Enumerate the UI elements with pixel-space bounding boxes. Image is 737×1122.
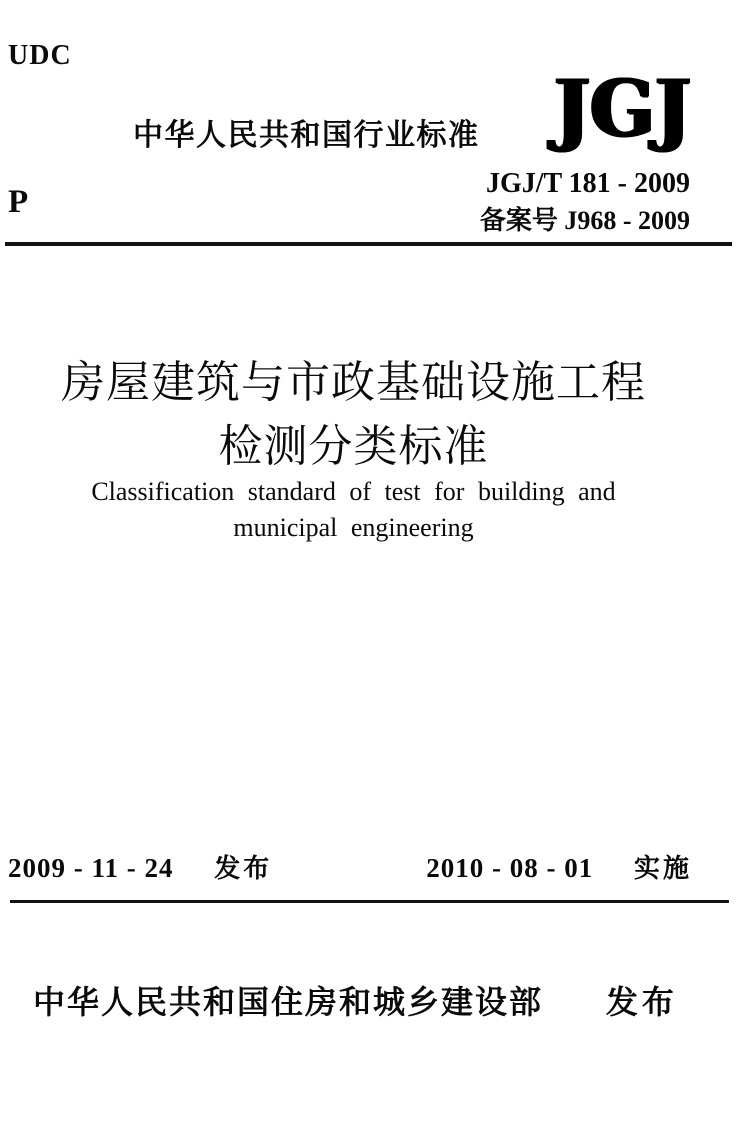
footer-rule — [10, 900, 729, 903]
publish-label: 发布 — [605, 984, 678, 1020]
implement-date-row — [426, 848, 692, 885]
standard-number: JGJ/T 181 - 2009 — [485, 168, 690, 199]
record-number: 备案号 J968 - 2009 — [479, 206, 690, 235]
issue-date: 2009 - 11 - 24 — [8, 853, 174, 883]
implement-date: 2010 - 08 - 01 — [426, 853, 594, 883]
p-classification-label: P — [8, 184, 29, 220]
publisher-name: 中华人民共和国住房和城乡建设部 — [33, 984, 544, 1020]
publisher-row — [33, 977, 678, 1023]
title-cn-line1: 房屋建筑与市政基础设施工程 — [61, 358, 646, 407]
title-en-line2: municipal engineering — [233, 513, 474, 542]
jgj-logo: JGJ — [554, 63, 691, 154]
issue-date-row — [8, 848, 272, 885]
title-cn-line2: 检测分类标准 — [218, 422, 489, 471]
udc-label: UDC — [8, 40, 72, 71]
header-rule — [5, 242, 732, 246]
title-en-line1: Classification standard of test for building and — [91, 477, 616, 506]
standard-type-heading: 中华人民共和国行业标准 — [133, 119, 480, 152]
issue-label: 发布 — [214, 853, 273, 883]
implement-label: 实施 — [633, 853, 692, 883]
